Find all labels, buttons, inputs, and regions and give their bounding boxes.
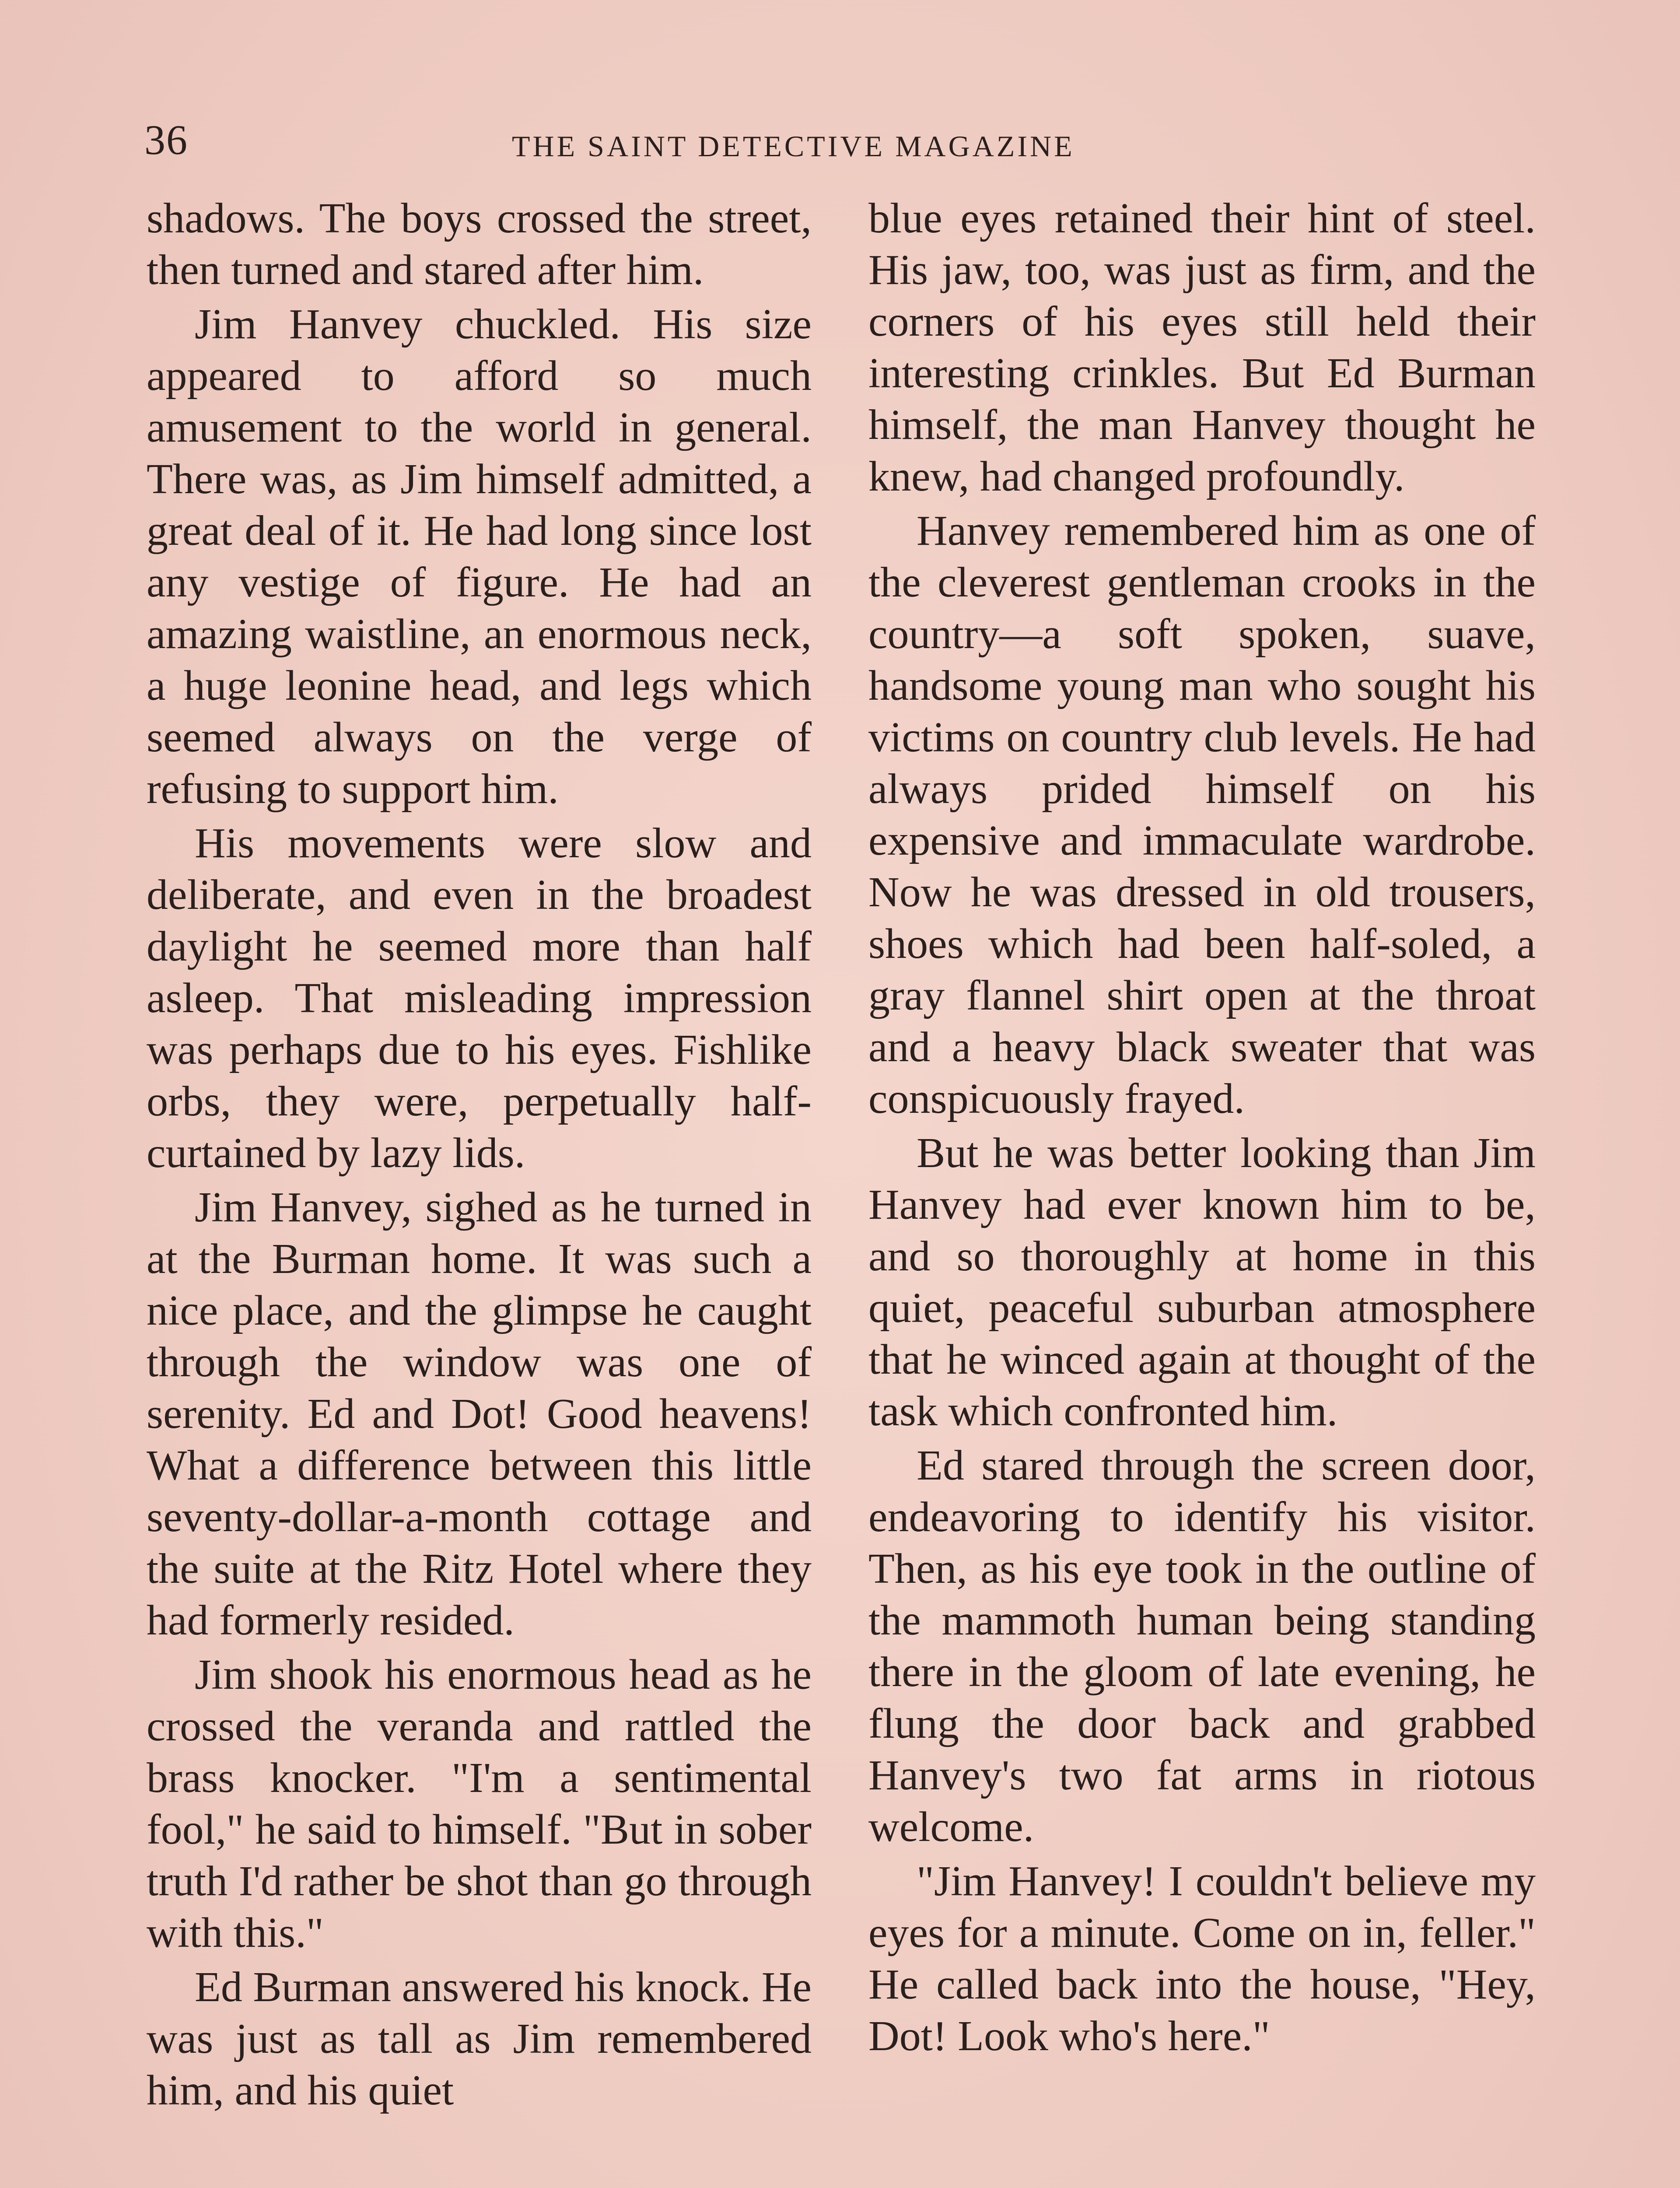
right-column [868, 193, 1536, 2062]
paragraph: Jim Hanvey, sighed as he turned in at the Burman home. It was such a nice place, and the glimpse he caught through the window was one of serenity. Ed and Dot! Good heavens! What a difference between this little seventy-dollar-a-month cottage and the suite at the Ritz Hotel where they had formerly resided. [147, 1184, 812, 1644]
paragraph: But he was better looking than Jim Hanvey had ever known him to be, and so thoroughly at home in this quiet, peaceful suburban atmosphere that he winced again at thought of the task which confronted him. [868, 1129, 1536, 1435]
paragraph: shadows. The boys crossed the street, then turned and stared after him. [147, 195, 812, 294]
paragraph: Jim shook his enormous head as he crossed the veranda and rattled the brass knocker. "I'm a sentimental fool," he said to himself. "But in sober truth I'd rather be shot than go through with this." [147, 1651, 812, 1957]
paragraph: Ed Burman answered his knock. He was just as tall as Jim remembered him, and his quiet [147, 1964, 812, 2114]
paragraph: blue eyes retained their hint of steel. His jaw, too, was just as firm, and the corners of his eyes still held their interesting crinkles. But Ed Burman himself, the man Hanvey thought he knew, had changed profoundly. [868, 195, 1536, 500]
running-head: THE SAINT DETECTIVE MAGAZINE [512, 130, 1075, 163]
paragraph: Ed stared through the screen door, endeavoring to identify his visitor. Then, as his eye took in the outline of the mammoth human being standing there in the gloom of late evening, he flung the door back and grabbed Hanvey's two fat arms in riotous welcome. [868, 1442, 1536, 1851]
paragraph: Hanvey remembered him as one of the cleverest gentleman crooks in the country—a soft spoken, suave, handsome young man who sought his victims on country club levels. He had always prided himself on his expensive and immaculate wardrobe. Now he was dressed in old trousers, shoes which had been half-soled, a gray flannel shirt open at the throat and a heavy black sweater that was conspicuously frayed. [868, 507, 1536, 1122]
paragraph: "Jim Hanvey! I couldn't believe my eyes for a minute. Come on in, feller." He called back into the house, "Hey, Dot! Look who's here." [868, 1858, 1536, 2060]
paragraph: Jim Hanvey chuckled. His size appeared to afford so much amusement to the world in general. There was, as Jim himself admitted, a great deal of it. He had long since lost any vestige of figure. He had an amazing waistline, an enormous neck, a huge leonine head, and legs which seemed always on the verge of refusing to support him. [147, 301, 812, 813]
page-number: 36 [144, 116, 188, 163]
left-column [147, 193, 812, 2116]
paragraph: His movements were slow and deliberate, and even in the broadest daylight he seemed more than half asleep. That misleading impression was perhaps due to his eyes. Fishlike orbs, they were, perpetually half-curtained by lazy lids. [147, 820, 812, 1177]
